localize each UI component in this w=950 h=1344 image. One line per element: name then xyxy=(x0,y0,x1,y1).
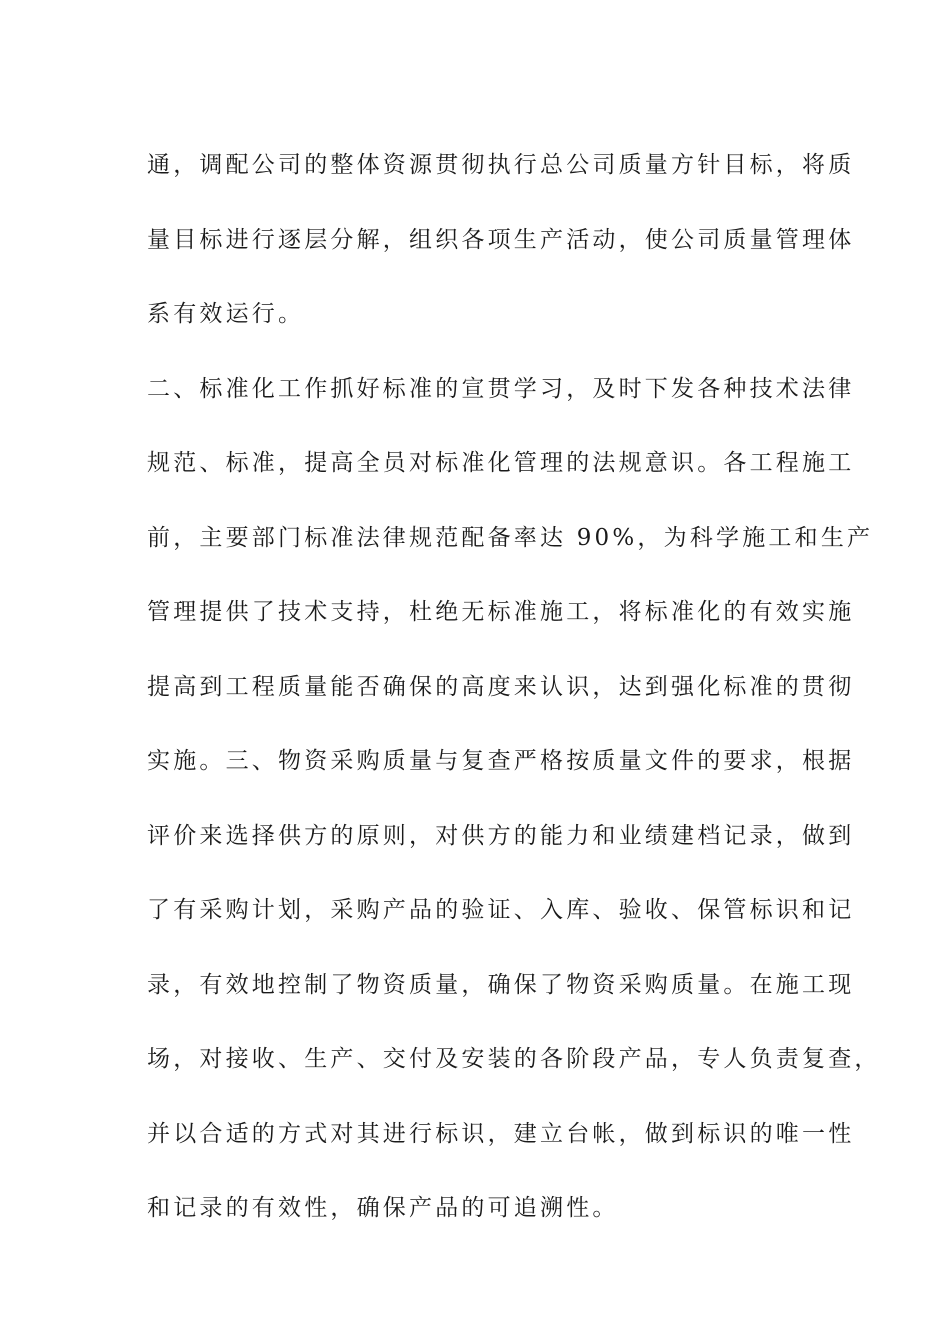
text-line: 评价来选择供方的原则，对供方的能力和业绩建档记录，做到 xyxy=(147,822,855,849)
text-line: 前，主要部门标准法律规范配备率达 90%，为科学施工和生产 xyxy=(147,524,874,551)
text-line: 通，调配公司的整体资源贯彻执行总公司质量方针目标，将质 xyxy=(147,152,855,178)
text-line: 场，对接收、生产、交付及安装的各阶段产品，专人负责复查， xyxy=(147,1046,881,1072)
text-line: 提高到工程质量能否确保的高度来认识，达到强化标准的贯彻 xyxy=(147,673,855,700)
text-line: 和记录的有效性，确保产品的可追溯性。 xyxy=(147,1195,619,1221)
text-line: 录，有效地控制了物资质量，确保了物资采购质量。在施工现 xyxy=(147,971,855,998)
text-line: 二、标准化工作抓好标准的宣贯学习，及时下发各种技术法律 xyxy=(147,375,855,402)
text-line: 实施。三、物资采购质量与复查严格按质量文件的要求，根据 xyxy=(147,748,855,774)
text-line: 并以合适的方式对其进行标识，建立台帐，做到标识的唯一性 xyxy=(147,1120,855,1147)
text-line: 系有效运行。 xyxy=(147,301,305,327)
text-line: 管理提供了技术支持，杜绝无标准施工，将标准化的有效实施 xyxy=(147,599,855,625)
text-line: 规范、标准，提高全员对标准化管理的法规意识。各工程施工 xyxy=(147,450,855,476)
body-text xyxy=(147,128,881,1246)
text-line: 量目标进行逐层分解，组织各项生产活动，使公司质量管理体 xyxy=(147,226,855,253)
text-line: 了有采购计划，采购产品的验证、入库、验收、保管标识和记 xyxy=(147,897,855,923)
